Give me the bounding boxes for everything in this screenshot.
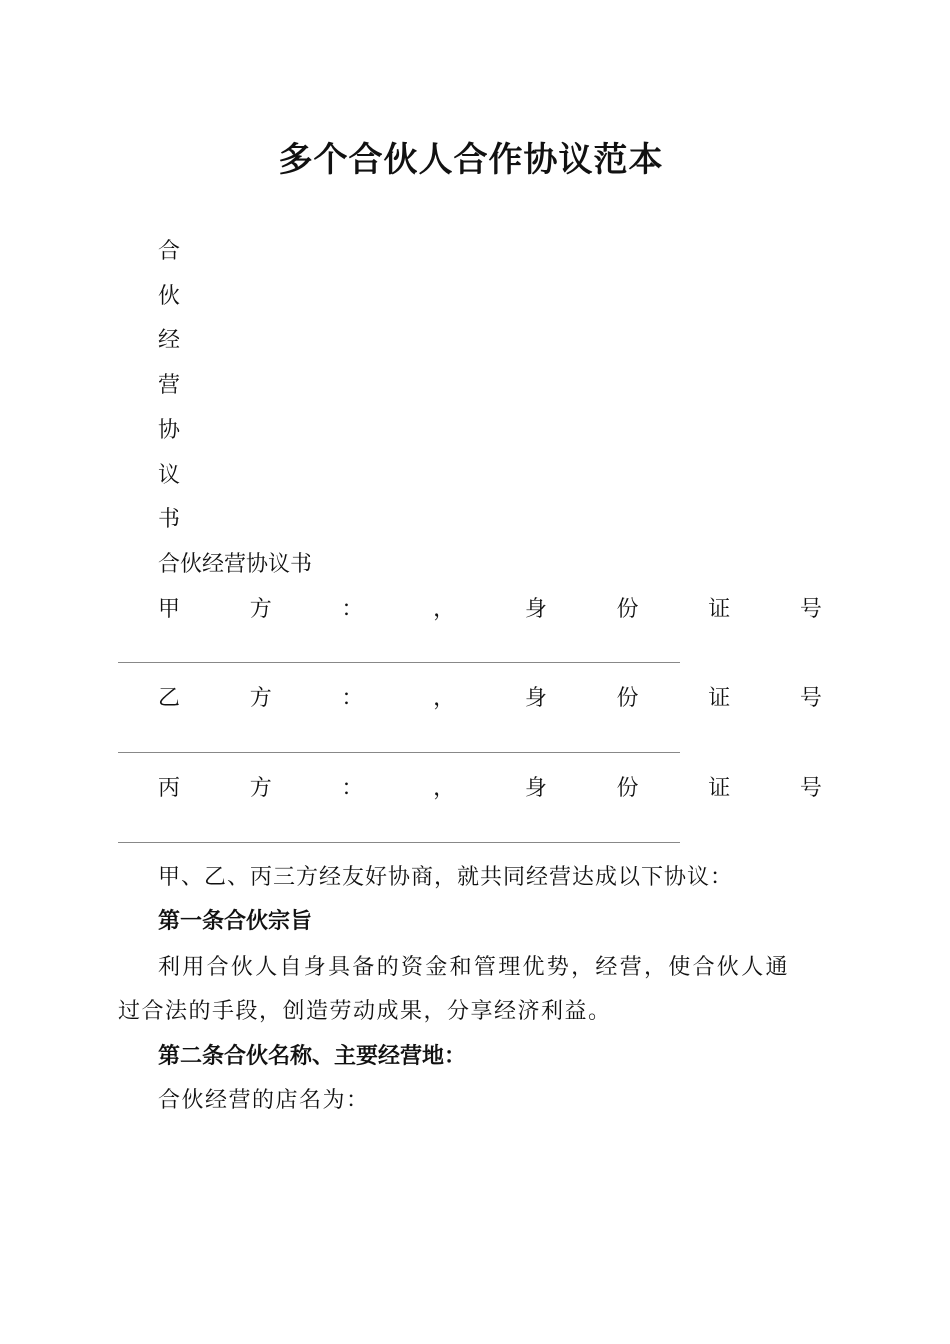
char: 证 bbox=[708, 686, 731, 711]
article-1-title: 第一条合伙宗旨 bbox=[158, 908, 313, 934]
char: 方 bbox=[249, 776, 272, 801]
char: 丙 bbox=[158, 776, 181, 801]
char: 甲 bbox=[158, 597, 181, 622]
article-1-line-1 bbox=[158, 953, 822, 983]
char: 份 bbox=[616, 597, 639, 622]
char: 份 bbox=[616, 776, 639, 801]
intro-paragraph: 甲、乙、丙三方经友好协商，就共同经营达成以下协议： bbox=[158, 865, 734, 890]
char: ： bbox=[341, 686, 364, 711]
char: ： bbox=[341, 597, 364, 622]
heading: 合伙经营协议书 bbox=[158, 552, 313, 577]
vertical-char: 伙 bbox=[158, 284, 181, 309]
char: 号 bbox=[799, 686, 822, 711]
char: 证 bbox=[708, 597, 731, 622]
vertical-char: 协 bbox=[158, 418, 181, 443]
article-2-title: 第二条合伙名称、主要经营地： bbox=[158, 1043, 467, 1069]
char: 证 bbox=[708, 776, 731, 801]
char: ， bbox=[433, 686, 456, 711]
char: ， bbox=[433, 597, 456, 622]
char: 方 bbox=[249, 686, 272, 711]
char: 身 bbox=[524, 597, 547, 622]
char: ： bbox=[341, 776, 364, 801]
blank-underline bbox=[118, 662, 680, 663]
char: 乙 bbox=[158, 686, 181, 711]
vertical-char: 营 bbox=[158, 373, 181, 398]
vertical-char: 议 bbox=[158, 463, 181, 488]
article-1-line-2: 过合法的手段，创造劳动成果，分享经济利益。 bbox=[118, 999, 612, 1024]
document-title: 多个合伙人合作协议范本 bbox=[278, 140, 664, 180]
char: 方 bbox=[249, 597, 272, 622]
blank-underline bbox=[118, 752, 680, 753]
vertical-char: 合 bbox=[158, 239, 181, 264]
blank-underline bbox=[118, 842, 680, 843]
party-a-row bbox=[158, 595, 822, 625]
char: 身 bbox=[524, 686, 547, 711]
vertical-char: 经 bbox=[158, 328, 181, 353]
article-2-line-1: 合伙经营的店名为： bbox=[158, 1088, 370, 1113]
char: 号 bbox=[799, 597, 822, 622]
vertical-char: 书 bbox=[158, 507, 181, 532]
char: 号 bbox=[799, 776, 822, 801]
char: 身 bbox=[524, 776, 547, 801]
party-c-row bbox=[158, 774, 822, 804]
char: 份 bbox=[616, 686, 639, 711]
text: 利用合伙人自身具备的资金和管理优势，经营，使合伙人通 bbox=[158, 955, 790, 980]
char: ， bbox=[433, 776, 456, 801]
party-b-row bbox=[158, 684, 822, 714]
